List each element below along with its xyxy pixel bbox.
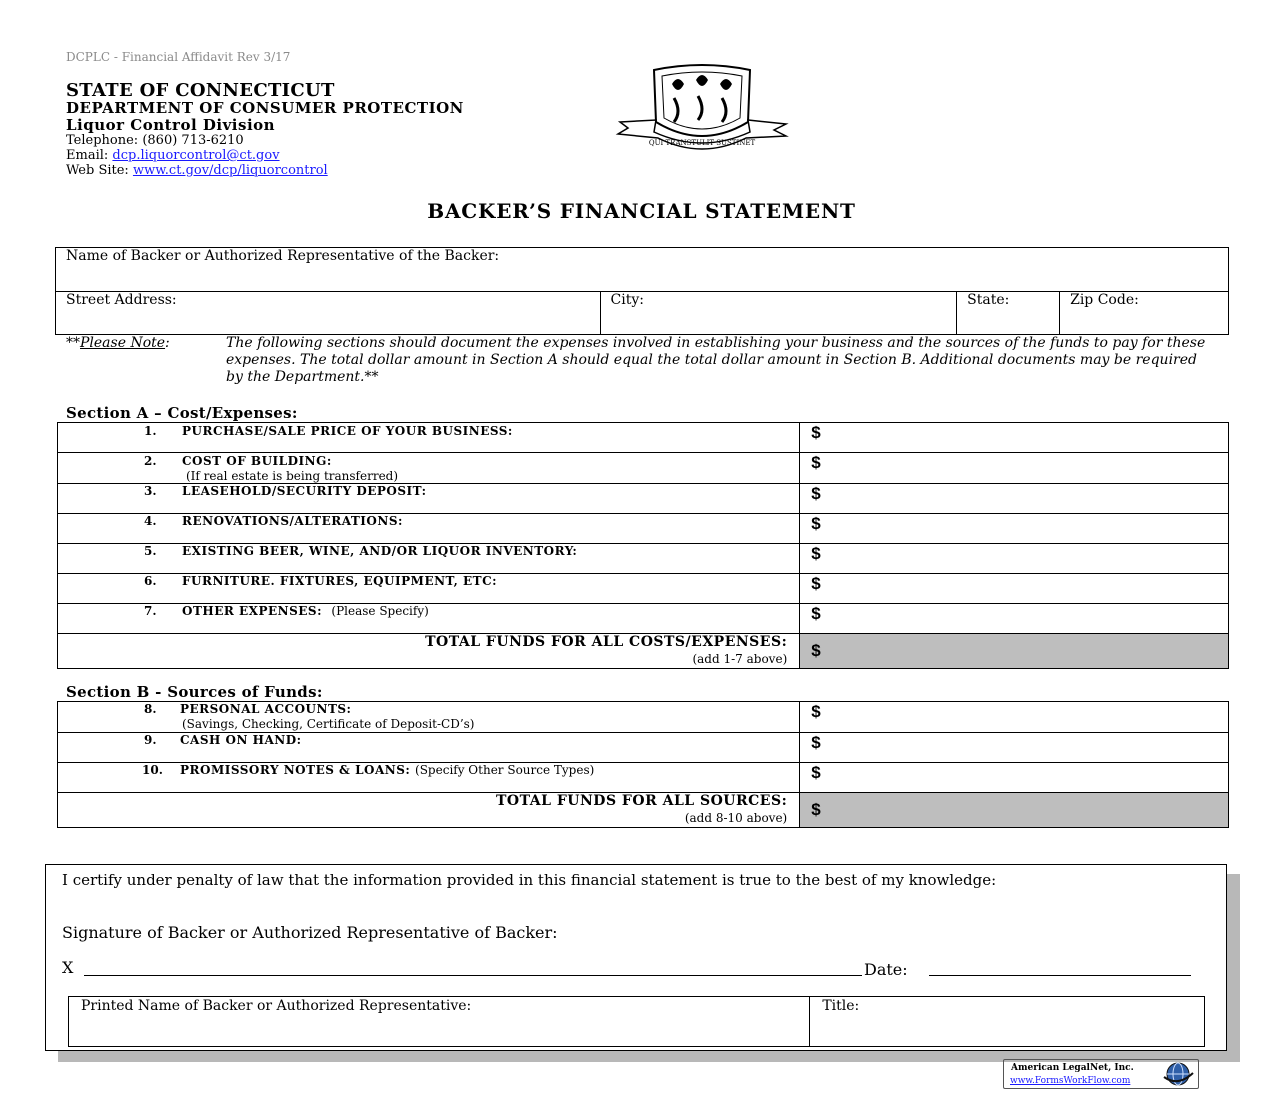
city-label: City: [610,292,644,308]
expense-row-2 [58,453,1229,484]
seal-motto: QUI TRANSTULIT SUSTINET [648,139,756,147]
item-label: LEASEHOLD/SECURITY DEPOSIT: [182,484,427,498]
zip-code-field[interactable] [1060,292,1229,335]
item-number: 2. [144,454,157,468]
title-field[interactable] [810,997,1205,1047]
amount-field[interactable] [800,763,1229,793]
source-row-10 [58,763,1229,793]
signature-x-mark: X [62,958,74,977]
item-label: EXISTING BEER, WINE, AND/OR LIQUOR INVENTORY: [182,544,578,558]
email-line [66,148,280,163]
total-amount-field[interactable] [800,634,1229,669]
printed-name-label: Printed Name of Backer or Authorized Representative: [81,998,472,1014]
sources-total-row [58,793,1229,828]
expense-total-row [58,634,1229,669]
item-note: (Specify Other Source Types) [415,763,595,777]
state-label: State: [967,292,1010,308]
expense-row-1 [58,423,1229,453]
telephone-label: Telephone: [66,133,139,148]
email-link[interactable]: dcp.liquorcontrol@ct.gov [112,148,280,163]
total-label: TOTAL FUNDS FOR ALL COSTS/EXPENSES: [425,634,788,650]
expense-row-7 [58,604,1229,634]
amount-field[interactable] [800,484,1229,514]
total-amount-field[interactable] [800,793,1229,828]
expense-row-4 [58,514,1229,544]
backer-name-field[interactable] [56,248,1229,292]
logo-company-name: American LegalNet, Inc. [1011,1063,1134,1073]
dollar-sign: $ [811,453,821,472]
date-label: Date: [864,960,908,979]
amount-field[interactable] [800,702,1229,733]
website-line [66,163,328,178]
dollar-sign: $ [811,604,821,623]
logo-url[interactable]: www.FormsWorkFlow.com [1010,1076,1131,1086]
dollar-sign: $ [811,514,821,533]
amount-field[interactable] [800,604,1229,634]
item-label-text: PROMISSORY NOTES & LOANS: [180,763,411,777]
amount-field[interactable] [800,453,1229,484]
street-address-field[interactable] [56,292,601,335]
item-label: FURNITURE. FIXTURES, EQUIPMENT, ETC: [182,574,498,588]
item-note: (Please Specify) [331,604,429,618]
telephone-number: (860) 713-6210 [142,133,244,148]
department-name: DEPARTMENT OF CONSUMER PROTECTION [66,99,464,117]
total-label: TOTAL FUNDS FOR ALL SOURCES: [496,793,788,809]
division-name: Liquor Control Division [66,116,276,134]
amount-field[interactable] [800,423,1229,453]
page-title: BACKER’S FINANCIAL STATEMENT [427,199,856,223]
backer-name-label: Name of Backer or Authorized Representative of the Backer: [66,248,500,264]
dollar-sign: $ [811,423,821,442]
item-number: 10. [142,763,163,777]
note-prefix: ** [66,335,80,351]
item-number: 5. [144,544,157,558]
applicant-info-table [55,247,1229,335]
item-number: 7. [144,604,157,618]
zip-code-label: Zip Code: [1070,292,1139,308]
item-note: (Savings, Checking, Certificate of Deposit-CD’s) [182,717,475,731]
dollar-sign: $ [811,763,821,782]
amount-field[interactable] [800,544,1229,574]
telephone-line [66,133,244,148]
item-note: (If real estate is being transferred) [186,469,399,483]
city-field[interactable] [600,292,957,335]
note-colon: : [165,335,170,351]
title-label: Title: [822,998,860,1014]
note-lead-label: Please Note [80,335,166,351]
item-number: 8. [144,702,157,716]
dollar-sign: $ [811,641,821,660]
section-b-table [57,701,1229,828]
state-field[interactable] [957,292,1060,335]
item-label-text: OTHER EXPENSES: [182,604,323,618]
item-label: CASH ON HAND: [180,733,302,747]
dollar-sign: $ [811,733,821,752]
street-address-label: Street Address: [66,292,177,308]
email-label: Email: [66,148,109,163]
item-label: PURCHASE/SALE PRICE OF YOUR BUSINESS: [182,424,513,438]
printed-name-table [68,996,1205,1047]
note-lead [66,335,226,352]
dollar-sign: $ [811,544,821,563]
state-name: STATE OF CONNECTICUT [66,80,335,101]
website-link[interactable]: www.ct.gov/dcp/liquorcontrol [132,163,328,178]
item-number: 6. [144,574,157,588]
amount-field[interactable] [800,574,1229,604]
instruction-note [66,335,1216,386]
section-a-heading: Section A – Cost/Expenses: [66,404,298,422]
dollar-sign: $ [811,484,821,503]
item-label: PERSONAL ACCOUNTS: [180,702,352,716]
dollar-sign: $ [811,702,821,721]
date-line[interactable] [929,975,1191,976]
total-note: (add 8-10 above) [684,811,788,825]
state-seal-icon [614,62,790,158]
source-row-8 [58,702,1229,733]
item-number: 4. [144,514,157,528]
section-a-table [57,422,1229,669]
item-label [180,763,594,777]
printed-name-field[interactable] [69,997,810,1047]
expense-row-5 [58,544,1229,574]
source-row-9 [58,733,1229,763]
item-number: 3. [144,484,157,498]
dollar-sign: $ [811,574,821,593]
form-revision: DCPLC - Financial Affidavit Rev 3/17 [66,50,291,64]
website-label: Web Site: [66,163,129,178]
amount-field[interactable] [800,733,1229,763]
item-label: COST OF BUILDING: [182,454,332,468]
certification-statement: I certify under penalty of law that the information provided in this financial statement is true to the best of my knowledge: [62,871,997,889]
amount-field[interactable] [800,514,1229,544]
item-number: 9. [144,733,157,747]
dollar-sign: $ [811,800,821,819]
signature-label: Signature of Backer or Authorized Representative of Backer: [62,923,558,942]
item-label [182,604,429,618]
note-text: The following sections should document the expenses involved in establishing your business and the sources of the funds to pay for these expenses. The total dollar amount in Section A should equal the total dollar amount in Section B. Additional documents may be required by the Department.** [226,335,1206,385]
item-label: RENOVATIONS/ALTERATIONS: [182,514,403,528]
expense-row-3 [58,484,1229,514]
signature-line[interactable] [84,975,862,976]
section-b-heading: Section B - Sources of Funds: [66,683,323,701]
globe-icon [1160,1061,1196,1087]
expense-row-6 [58,574,1229,604]
total-note: (add 1-7 above) [692,652,788,666]
item-number: 1. [144,424,157,438]
